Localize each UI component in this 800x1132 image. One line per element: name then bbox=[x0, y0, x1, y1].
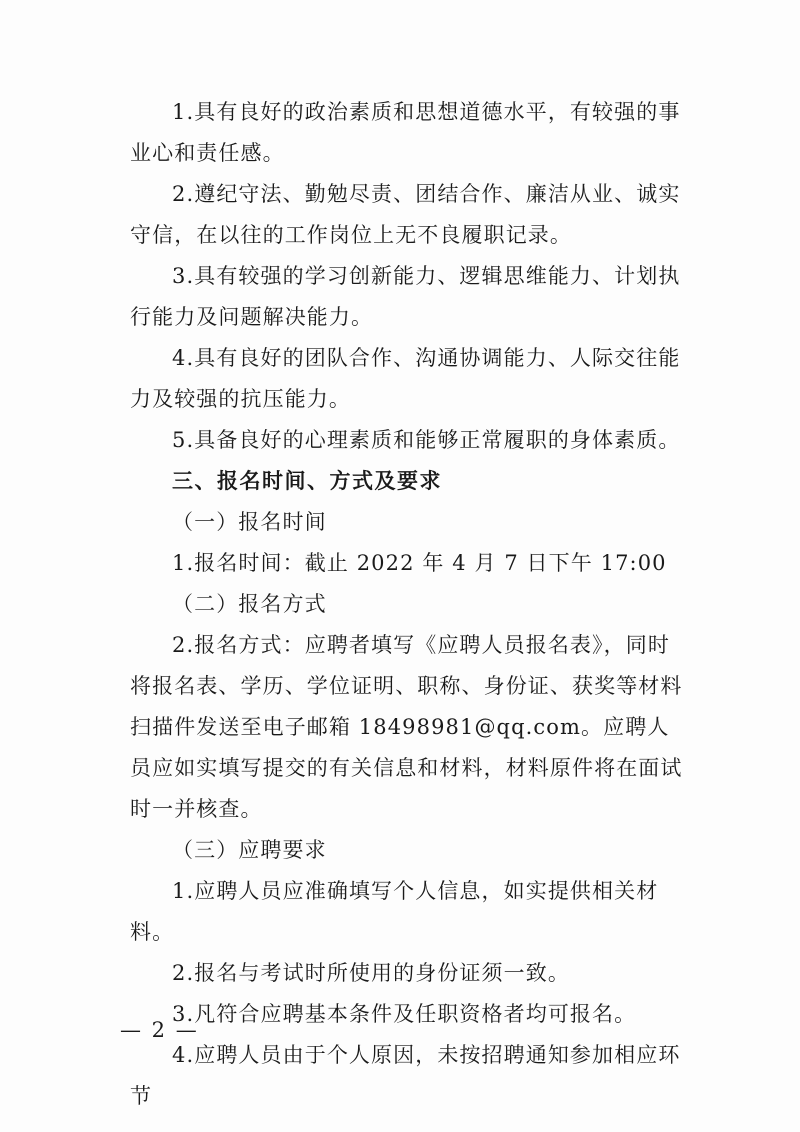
application-requirement-item-2: 2.报名与考试时所使用的身份证须一致。 bbox=[172, 961, 570, 985]
requirement-paragraph-3: 3.具有较强的学习创新能力、逻辑思维能力、计划执行能力及问题解决能力。 bbox=[130, 264, 681, 329]
subsection-registration-method-heading: （二）报名方式 bbox=[172, 592, 327, 616]
subsection-application-requirements-heading: （三）应聘要求 bbox=[172, 838, 327, 862]
document-body bbox=[130, 92, 690, 1117]
requirement-paragraph-1: 1.具有良好的政治素质和思想道德水平，有较强的事业心和责任感。 bbox=[130, 100, 681, 165]
registration-time-item: 1.报名时间：截止 2022 年 4 月 7 日下午 17:00 bbox=[172, 551, 667, 575]
application-requirement-item-3: 3.凡符合应聘基本条件及任职资格者均可报名。 bbox=[172, 1002, 637, 1026]
requirement-paragraph-5: 5.具备良好的心理素质和能够正常履职的身体素质。 bbox=[172, 428, 681, 452]
section-three-heading: 三、报名时间、方式及要求 bbox=[172, 469, 442, 493]
requirement-paragraph-4: 4.具有良好的团队合作、沟通协调能力、人际交往能力及较强的抗压能力。 bbox=[130, 346, 681, 411]
application-requirement-item-4: 4.应聘人员由于个人原因，未按招聘通知参加相应环节 bbox=[130, 1043, 681, 1108]
registration-method-item: 2.报名方式：应聘者填写《应聘人员报名表》，同时将报名表、学历、学位证明、职称、身份证、获奖等材料扫描件发送至电子邮箱 18498981@qq.com。应聘人员应如实填写提交的有关信息和材料，材料原件将在面试时一并核查。 bbox=[130, 633, 683, 821]
application-requirement-item-1: 1.应聘人员应准确填写个人信息，如实提供相关材料。 bbox=[130, 879, 659, 944]
requirement-paragraph-2: 2.遵纪守法、勤勉尽责、团结合作、廉洁从业、诚实守信，在以往的工作岗位上无不良履职记录。 bbox=[130, 182, 681, 247]
page-number: — 2 — bbox=[120, 1018, 199, 1042]
subsection-registration-time-heading: （一）报名时间 bbox=[172, 510, 327, 534]
